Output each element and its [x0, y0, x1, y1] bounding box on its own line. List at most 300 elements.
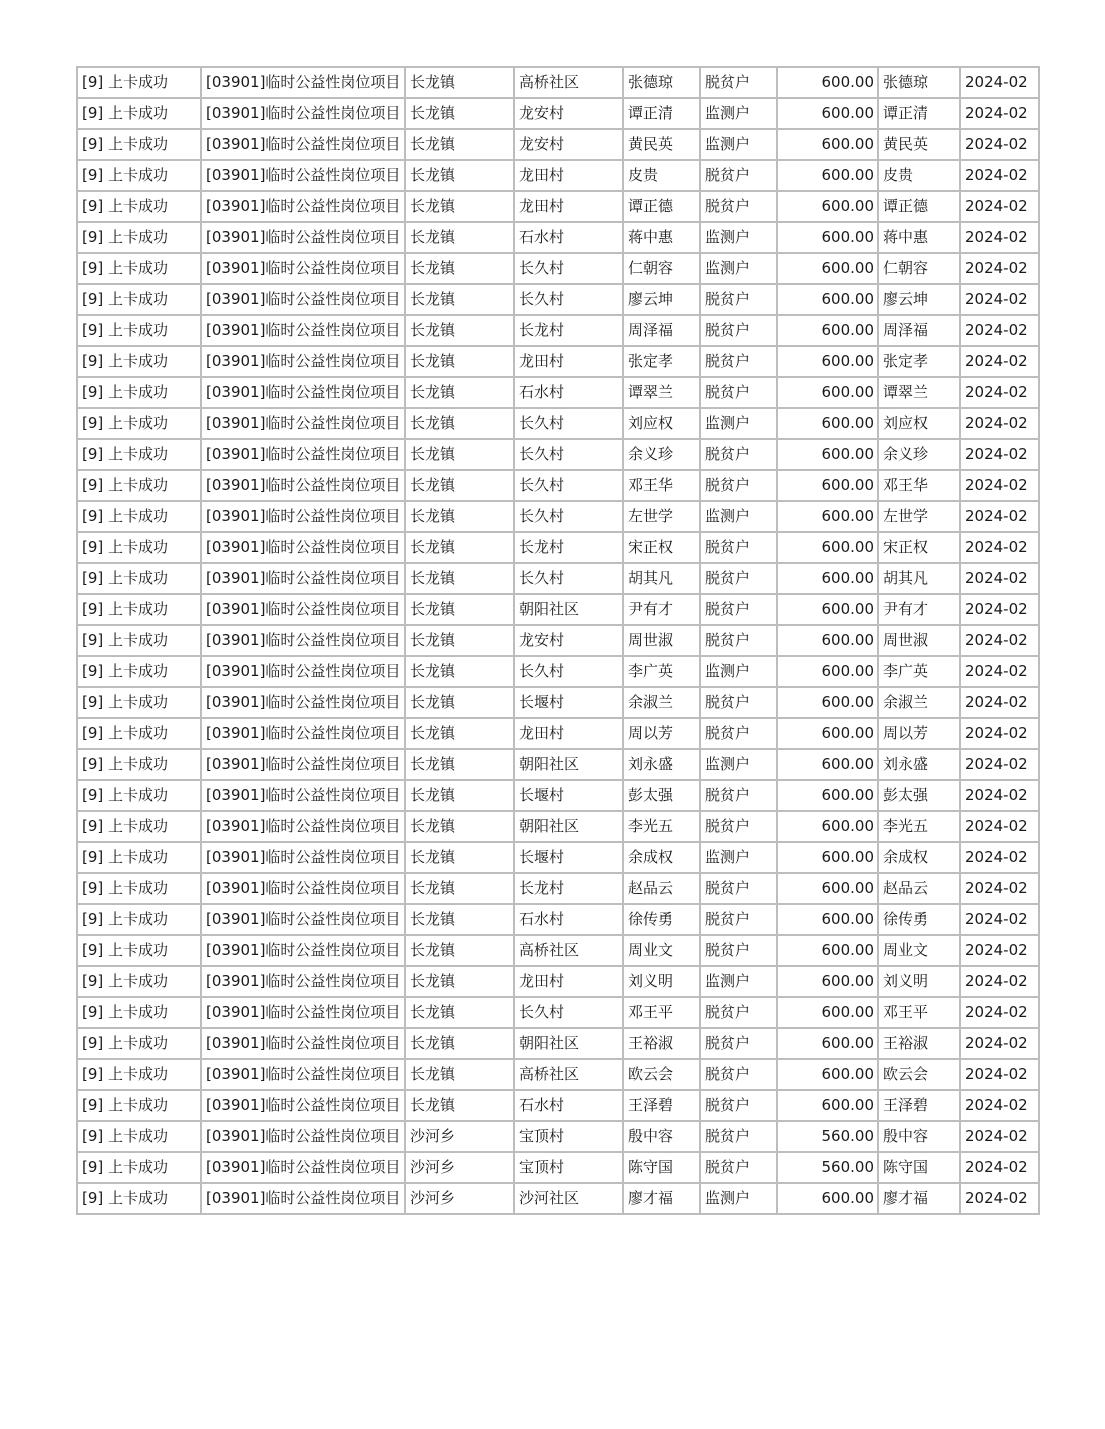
household-type-cell: 脱贫户: [700, 439, 777, 470]
amount-cell: 600.00: [777, 377, 878, 408]
status-cell: [9] 上卡成功: [77, 532, 201, 563]
project-cell: [03901]临时公益性岗位项目: [201, 315, 405, 346]
amount-cell: 600.00: [777, 1090, 878, 1121]
village-cell: 长久村: [514, 439, 623, 470]
payee-cell: 刘永盛: [878, 749, 960, 780]
project-cell: [03901]临时公益性岗位项目: [201, 1152, 405, 1183]
town-cell: 长龙镇: [405, 346, 514, 377]
status-cell: [9] 上卡成功: [77, 594, 201, 625]
period-cell: 2024-02: [960, 1059, 1039, 1090]
town-cell: 长龙镇: [405, 966, 514, 997]
household-type-cell: 脱贫户: [700, 346, 777, 377]
village-cell: 长久村: [514, 470, 623, 501]
status-cell: [9] 上卡成功: [77, 315, 201, 346]
village-cell: 长久村: [514, 253, 623, 284]
payee-cell: 刘应权: [878, 408, 960, 439]
household-type-cell: 脱贫户: [700, 563, 777, 594]
amount-cell: 600.00: [777, 191, 878, 222]
payee-cell: 欧云会: [878, 1059, 960, 1090]
name-cell: 刘永盛: [623, 749, 700, 780]
project-cell: [03901]临时公益性岗位项目: [201, 160, 405, 191]
project-cell: [03901]临时公益性岗位项目: [201, 749, 405, 780]
amount-cell: 600.00: [777, 656, 878, 687]
village-cell: 长堰村: [514, 842, 623, 873]
name-cell: 殷中容: [623, 1121, 700, 1152]
project-cell: [03901]临时公益性岗位项目: [201, 780, 405, 811]
table-row: [77, 873, 1039, 904]
period-cell: 2024-02: [960, 687, 1039, 718]
name-cell: 张德琼: [623, 67, 700, 98]
period-cell: 2024-02: [960, 439, 1039, 470]
status-cell: [9] 上卡成功: [77, 377, 201, 408]
project-cell: [03901]临时公益性岗位项目: [201, 594, 405, 625]
project-cell: [03901]临时公益性岗位项目: [201, 563, 405, 594]
table-row: [77, 532, 1039, 563]
amount-cell: 600.00: [777, 160, 878, 191]
amount-cell: 600.00: [777, 532, 878, 563]
village-cell: 龙田村: [514, 718, 623, 749]
period-cell: 2024-02: [960, 470, 1039, 501]
period-cell: 2024-02: [960, 594, 1039, 625]
status-cell: [9] 上卡成功: [77, 439, 201, 470]
town-cell: 沙河乡: [405, 1183, 514, 1214]
town-cell: 长龙镇: [405, 997, 514, 1028]
period-cell: 2024-02: [960, 1152, 1039, 1183]
project-cell: [03901]临时公益性岗位项目: [201, 284, 405, 315]
status-cell: [9] 上卡成功: [77, 563, 201, 594]
period-cell: 2024-02: [960, 811, 1039, 842]
period-cell: 2024-02: [960, 966, 1039, 997]
village-cell: 长久村: [514, 408, 623, 439]
project-cell: [03901]临时公益性岗位项目: [201, 470, 405, 501]
village-cell: 朝阳社区: [514, 594, 623, 625]
table-row: [77, 594, 1039, 625]
village-cell: 石水村: [514, 377, 623, 408]
name-cell: 王泽碧: [623, 1090, 700, 1121]
payee-cell: 左世学: [878, 501, 960, 532]
amount-cell: 600.00: [777, 749, 878, 780]
project-cell: [03901]临时公益性岗位项目: [201, 377, 405, 408]
village-cell: 龙田村: [514, 191, 623, 222]
project-cell: [03901]临时公益性岗位项目: [201, 532, 405, 563]
name-cell: 蒋中惠: [623, 222, 700, 253]
project-cell: [03901]临时公益性岗位项目: [201, 1059, 405, 1090]
town-cell: 长龙镇: [405, 408, 514, 439]
town-cell: 长龙镇: [405, 1059, 514, 1090]
household-type-cell: 监测户: [700, 253, 777, 284]
name-cell: 邓王平: [623, 997, 700, 1028]
household-type-cell: 脱贫户: [700, 625, 777, 656]
town-cell: 长龙镇: [405, 1090, 514, 1121]
town-cell: 长龙镇: [405, 873, 514, 904]
payee-cell: 谭正清: [878, 98, 960, 129]
status-cell: [9] 上卡成功: [77, 501, 201, 532]
amount-cell: 600.00: [777, 67, 878, 98]
household-type-cell: 脱贫户: [700, 1121, 777, 1152]
payee-cell: 余义珍: [878, 439, 960, 470]
village-cell: 长龙村: [514, 873, 623, 904]
table-row: [77, 1090, 1039, 1121]
status-cell: [9] 上卡成功: [77, 687, 201, 718]
name-cell: 周以芳: [623, 718, 700, 749]
period-cell: 2024-02: [960, 160, 1039, 191]
payee-cell: 李广英: [878, 656, 960, 687]
village-cell: 长久村: [514, 656, 623, 687]
household-type-cell: 脱贫户: [700, 780, 777, 811]
household-type-cell: 脱贫户: [700, 811, 777, 842]
project-cell: [03901]临时公益性岗位项目: [201, 191, 405, 222]
status-cell: [9] 上卡成功: [77, 1090, 201, 1121]
name-cell: 胡其凡: [623, 563, 700, 594]
name-cell: 张定孝: [623, 346, 700, 377]
project-cell: [03901]临时公益性岗位项目: [201, 997, 405, 1028]
status-cell: [9] 上卡成功: [77, 1121, 201, 1152]
village-cell: 石水村: [514, 904, 623, 935]
status-cell: [9] 上卡成功: [77, 129, 201, 160]
payee-cell: 殷中容: [878, 1121, 960, 1152]
payee-cell: 周业文: [878, 935, 960, 966]
table-row: [77, 439, 1039, 470]
status-cell: [9] 上卡成功: [77, 625, 201, 656]
town-cell: 长龙镇: [405, 470, 514, 501]
period-cell: 2024-02: [960, 1090, 1039, 1121]
period-cell: 2024-02: [960, 501, 1039, 532]
village-cell: 长堰村: [514, 687, 623, 718]
payee-cell: 邓王平: [878, 997, 960, 1028]
name-cell: 李光五: [623, 811, 700, 842]
name-cell: 周业文: [623, 935, 700, 966]
status-cell: [9] 上卡成功: [77, 718, 201, 749]
household-type-cell: 监测户: [700, 749, 777, 780]
table-row: [77, 408, 1039, 439]
table-row: [77, 67, 1039, 98]
project-cell: [03901]临时公益性岗位项目: [201, 873, 405, 904]
village-cell: 宝顶村: [514, 1121, 623, 1152]
payee-cell: 宋正权: [878, 532, 960, 563]
period-cell: 2024-02: [960, 749, 1039, 780]
household-type-cell: 监测户: [700, 129, 777, 160]
household-type-cell: 脱贫户: [700, 1152, 777, 1183]
amount-cell: 600.00: [777, 1059, 878, 1090]
project-cell: [03901]临时公益性岗位项目: [201, 1028, 405, 1059]
table-row: [77, 129, 1039, 160]
village-cell: 长久村: [514, 284, 623, 315]
project-cell: [03901]临时公益性岗位项目: [201, 811, 405, 842]
household-type-cell: 脱贫户: [700, 532, 777, 563]
project-cell: [03901]临时公益性岗位项目: [201, 1121, 405, 1152]
status-cell: [9] 上卡成功: [77, 1059, 201, 1090]
household-type-cell: 监测户: [700, 656, 777, 687]
town-cell: 长龙镇: [405, 253, 514, 284]
name-cell: 刘义明: [623, 966, 700, 997]
village-cell: 龙田村: [514, 346, 623, 377]
payee-cell: 胡其凡: [878, 563, 960, 594]
name-cell: 廖云坤: [623, 284, 700, 315]
payee-cell: 余成权: [878, 842, 960, 873]
payee-cell: 陈守国: [878, 1152, 960, 1183]
period-cell: 2024-02: [960, 67, 1039, 98]
project-cell: [03901]临时公益性岗位项目: [201, 129, 405, 160]
period-cell: 2024-02: [960, 377, 1039, 408]
name-cell: 彭太强: [623, 780, 700, 811]
village-cell: 高桥社区: [514, 67, 623, 98]
status-cell: [9] 上卡成功: [77, 873, 201, 904]
amount-cell: 600.00: [777, 718, 878, 749]
village-cell: 高桥社区: [514, 935, 623, 966]
status-cell: [9] 上卡成功: [77, 67, 201, 98]
household-type-cell: 脱贫户: [700, 377, 777, 408]
table-row: [77, 1028, 1039, 1059]
status-cell: [9] 上卡成功: [77, 935, 201, 966]
payee-cell: 廖才福: [878, 1183, 960, 1214]
amount-cell: 600.00: [777, 625, 878, 656]
period-cell: 2024-02: [960, 935, 1039, 966]
table-row: [77, 222, 1039, 253]
table-row: [77, 191, 1039, 222]
project-cell: [03901]临时公益性岗位项目: [201, 439, 405, 470]
name-cell: 尹有才: [623, 594, 700, 625]
amount-cell: 600.00: [777, 687, 878, 718]
town-cell: 沙河乡: [405, 1121, 514, 1152]
village-cell: 龙安村: [514, 98, 623, 129]
town-cell: 长龙镇: [405, 1028, 514, 1059]
period-cell: 2024-02: [960, 129, 1039, 160]
table-row: [77, 687, 1039, 718]
village-cell: 沙河社区: [514, 1183, 623, 1214]
table-row: [77, 1059, 1039, 1090]
village-cell: 长龙村: [514, 532, 623, 563]
town-cell: 长龙镇: [405, 191, 514, 222]
amount-cell: 560.00: [777, 1121, 878, 1152]
status-cell: [9] 上卡成功: [77, 842, 201, 873]
project-cell: [03901]临时公益性岗位项目: [201, 222, 405, 253]
period-cell: 2024-02: [960, 904, 1039, 935]
household-type-cell: 脱贫户: [700, 687, 777, 718]
period-cell: 2024-02: [960, 842, 1039, 873]
household-type-cell: 监测户: [700, 408, 777, 439]
name-cell: 仁朝容: [623, 253, 700, 284]
household-type-cell: 脱贫户: [700, 904, 777, 935]
table-row: [77, 997, 1039, 1028]
amount-cell: 600.00: [777, 346, 878, 377]
town-cell: 沙河乡: [405, 1152, 514, 1183]
table-body: [77, 67, 1039, 1214]
project-cell: [03901]临时公益性岗位项目: [201, 625, 405, 656]
period-cell: 2024-02: [960, 346, 1039, 377]
name-cell: 王裕淑: [623, 1028, 700, 1059]
name-cell: 余成权: [623, 842, 700, 873]
village-cell: 龙田村: [514, 160, 623, 191]
status-cell: [9] 上卡成功: [77, 656, 201, 687]
payee-cell: 赵品云: [878, 873, 960, 904]
amount-cell: 600.00: [777, 222, 878, 253]
amount-cell: 600.00: [777, 563, 878, 594]
payee-cell: 张定孝: [878, 346, 960, 377]
payment-table: [76, 66, 1040, 1215]
payee-cell: 张德琼: [878, 67, 960, 98]
table-row: [77, 346, 1039, 377]
payee-cell: 蒋中惠: [878, 222, 960, 253]
household-type-cell: 监测户: [700, 842, 777, 873]
household-type-cell: 脱贫户: [700, 67, 777, 98]
period-cell: 2024-02: [960, 563, 1039, 594]
status-cell: [9] 上卡成功: [77, 191, 201, 222]
household-type-cell: 监测户: [700, 1183, 777, 1214]
table-row: [77, 563, 1039, 594]
table-row: [77, 501, 1039, 532]
project-cell: [03901]临时公益性岗位项目: [201, 656, 405, 687]
payee-cell: 谭正德: [878, 191, 960, 222]
payee-cell: 皮贵: [878, 160, 960, 191]
table-row: [77, 625, 1039, 656]
household-type-cell: 脱贫户: [700, 935, 777, 966]
town-cell: 长龙镇: [405, 625, 514, 656]
payee-cell: 彭太强: [878, 780, 960, 811]
amount-cell: 600.00: [777, 439, 878, 470]
period-cell: 2024-02: [960, 284, 1039, 315]
amount-cell: 600.00: [777, 935, 878, 966]
name-cell: 徐传勇: [623, 904, 700, 935]
payee-cell: 黄民英: [878, 129, 960, 160]
status-cell: [9] 上卡成功: [77, 1028, 201, 1059]
status-cell: [9] 上卡成功: [77, 811, 201, 842]
household-type-cell: 脱贫户: [700, 470, 777, 501]
table-row: [77, 842, 1039, 873]
amount-cell: 600.00: [777, 873, 878, 904]
household-type-cell: 脱贫户: [700, 1059, 777, 1090]
town-cell: 长龙镇: [405, 160, 514, 191]
town-cell: 长龙镇: [405, 67, 514, 98]
village-cell: 长龙村: [514, 315, 623, 346]
amount-cell: 600.00: [777, 98, 878, 129]
project-cell: [03901]临时公益性岗位项目: [201, 966, 405, 997]
village-cell: 朝阳社区: [514, 1028, 623, 1059]
table-row: [77, 1121, 1039, 1152]
payee-cell: 李光五: [878, 811, 960, 842]
period-cell: 2024-02: [960, 191, 1039, 222]
table-row: [77, 935, 1039, 966]
town-cell: 长龙镇: [405, 842, 514, 873]
table-row: [77, 749, 1039, 780]
name-cell: 谭翠兰: [623, 377, 700, 408]
name-cell: 黄民英: [623, 129, 700, 160]
amount-cell: 600.00: [777, 594, 878, 625]
payee-cell: 周世淑: [878, 625, 960, 656]
table-row: [77, 904, 1039, 935]
table-row: [77, 315, 1039, 346]
amount-cell: 560.00: [777, 1152, 878, 1183]
name-cell: 皮贵: [623, 160, 700, 191]
town-cell: 长龙镇: [405, 501, 514, 532]
town-cell: 长龙镇: [405, 98, 514, 129]
project-cell: [03901]临时公益性岗位项目: [201, 1090, 405, 1121]
table-row: [77, 811, 1039, 842]
village-cell: 石水村: [514, 1090, 623, 1121]
period-cell: 2024-02: [960, 656, 1039, 687]
status-cell: [9] 上卡成功: [77, 253, 201, 284]
amount-cell: 600.00: [777, 1028, 878, 1059]
project-cell: [03901]临时公益性岗位项目: [201, 253, 405, 284]
amount-cell: 600.00: [777, 780, 878, 811]
table-row: [77, 780, 1039, 811]
payee-cell: 王裕淑: [878, 1028, 960, 1059]
name-cell: 谭正德: [623, 191, 700, 222]
town-cell: 长龙镇: [405, 222, 514, 253]
amount-cell: 600.00: [777, 904, 878, 935]
payee-cell: 周泽福: [878, 315, 960, 346]
amount-cell: 600.00: [777, 315, 878, 346]
name-cell: 谭正清: [623, 98, 700, 129]
town-cell: 长龙镇: [405, 532, 514, 563]
village-cell: 长久村: [514, 563, 623, 594]
town-cell: 长龙镇: [405, 129, 514, 160]
name-cell: 赵品云: [623, 873, 700, 904]
table-row: [77, 966, 1039, 997]
village-cell: 朝阳社区: [514, 811, 623, 842]
status-cell: [9] 上卡成功: [77, 408, 201, 439]
village-cell: 龙安村: [514, 129, 623, 160]
village-cell: 龙田村: [514, 966, 623, 997]
period-cell: 2024-02: [960, 1121, 1039, 1152]
town-cell: 长龙镇: [405, 935, 514, 966]
household-type-cell: 脱贫户: [700, 997, 777, 1028]
name-cell: 陈守国: [623, 1152, 700, 1183]
name-cell: 余义珍: [623, 439, 700, 470]
name-cell: 刘应权: [623, 408, 700, 439]
town-cell: 长龙镇: [405, 439, 514, 470]
project-cell: [03901]临时公益性岗位项目: [201, 1183, 405, 1214]
town-cell: 长龙镇: [405, 718, 514, 749]
table-row: [77, 718, 1039, 749]
payee-cell: 周以芳: [878, 718, 960, 749]
period-cell: 2024-02: [960, 1183, 1039, 1214]
amount-cell: 600.00: [777, 842, 878, 873]
amount-cell: 600.00: [777, 501, 878, 532]
period-cell: 2024-02: [960, 625, 1039, 656]
name-cell: 周世淑: [623, 625, 700, 656]
amount-cell: 600.00: [777, 408, 878, 439]
project-cell: [03901]临时公益性岗位项目: [201, 687, 405, 718]
household-type-cell: 监测户: [700, 98, 777, 129]
project-cell: [03901]临时公益性岗位项目: [201, 842, 405, 873]
payee-cell: 刘义明: [878, 966, 960, 997]
period-cell: 2024-02: [960, 253, 1039, 284]
town-cell: 长龙镇: [405, 780, 514, 811]
village-cell: 龙安村: [514, 625, 623, 656]
status-cell: [9] 上卡成功: [77, 904, 201, 935]
amount-cell: 600.00: [777, 997, 878, 1028]
status-cell: [9] 上卡成功: [77, 780, 201, 811]
payee-cell: 廖云坤: [878, 284, 960, 315]
town-cell: 长龙镇: [405, 749, 514, 780]
household-type-cell: 脱贫户: [700, 873, 777, 904]
name-cell: 廖才福: [623, 1183, 700, 1214]
status-cell: [9] 上卡成功: [77, 222, 201, 253]
amount-cell: 600.00: [777, 811, 878, 842]
town-cell: 长龙镇: [405, 315, 514, 346]
period-cell: 2024-02: [960, 222, 1039, 253]
amount-cell: 600.00: [777, 470, 878, 501]
period-cell: 2024-02: [960, 315, 1039, 346]
amount-cell: 600.00: [777, 1183, 878, 1214]
amount-cell: 600.00: [777, 284, 878, 315]
table-row: [77, 1183, 1039, 1214]
household-type-cell: 脱贫户: [700, 315, 777, 346]
amount-cell: 600.00: [777, 966, 878, 997]
name-cell: 欧云会: [623, 1059, 700, 1090]
village-cell: 高桥社区: [514, 1059, 623, 1090]
period-cell: 2024-02: [960, 780, 1039, 811]
